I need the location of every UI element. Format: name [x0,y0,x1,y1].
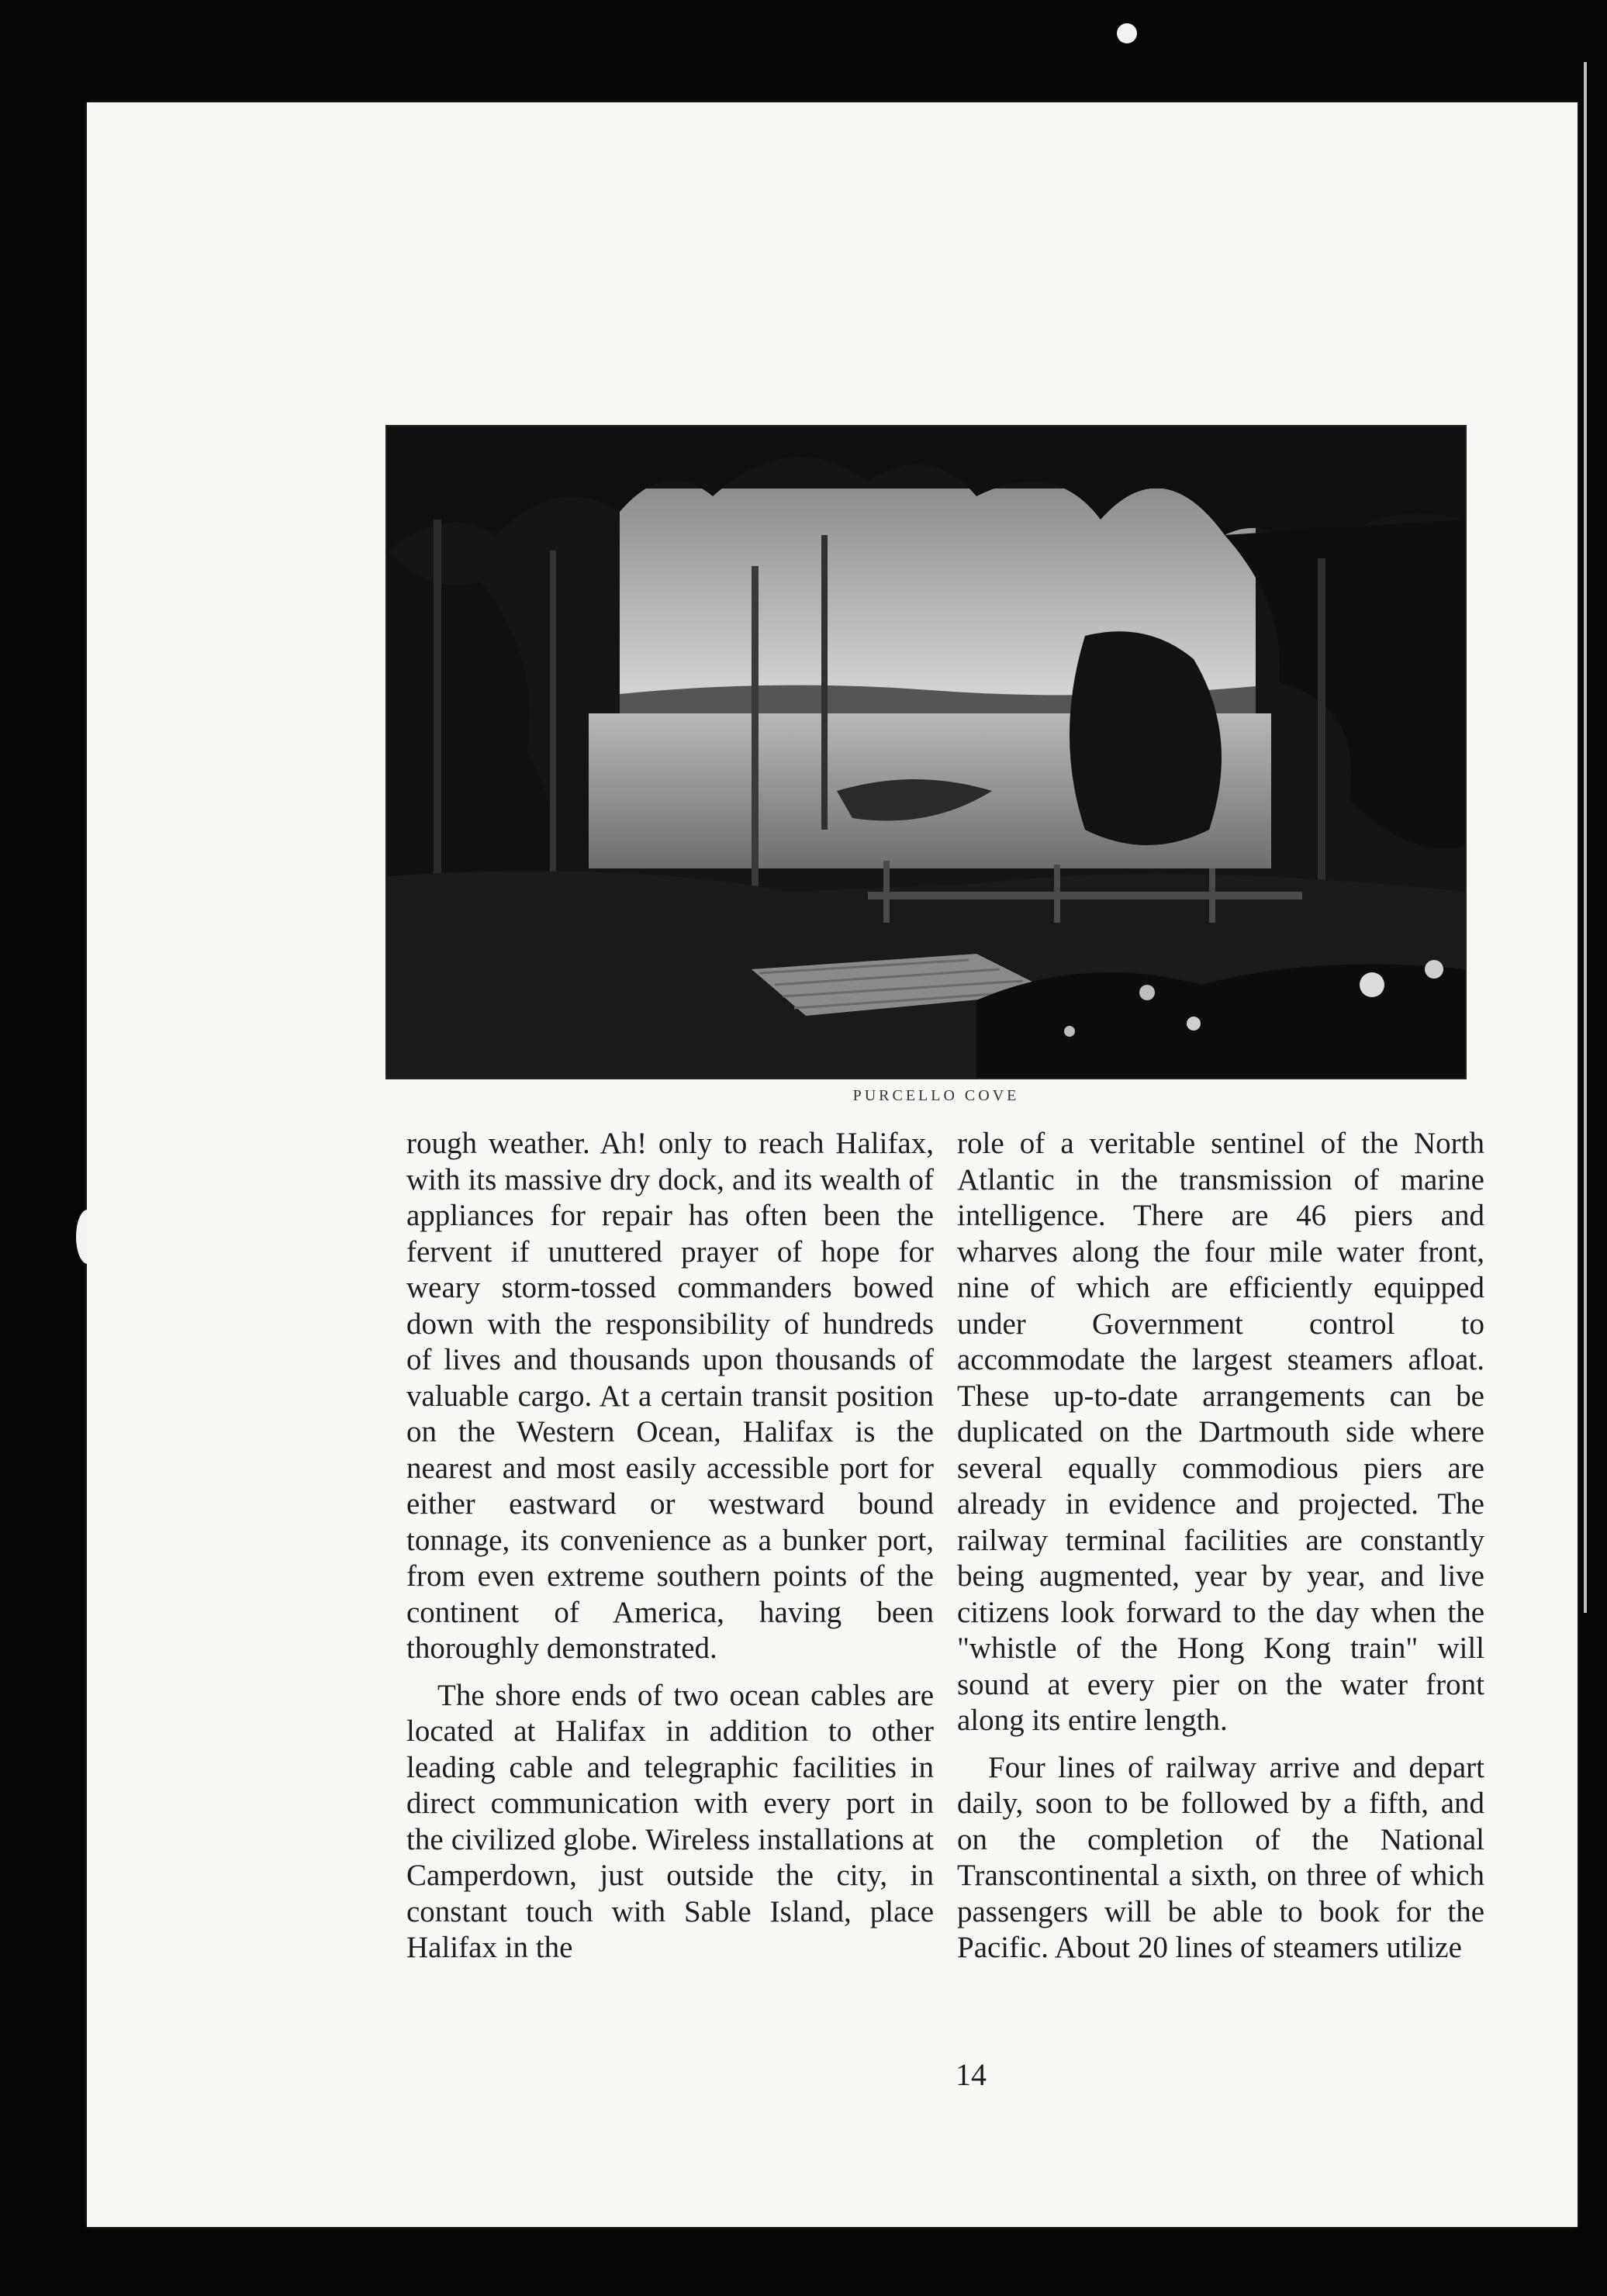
book-page [87,102,1578,2227]
text-column-left [406,1126,934,1966]
text-column-right [957,1126,1484,1966]
paragraph: rough weather. Ah! only to reach Halifax, with its massive dry dock, and its wealth of appliances for repair has often been the fervent if unuttered prayer of hope for weary storm-tossed commanders bowed down with the responsibility of hundreds of lives and thousands upon thousands of valuable cargo. At a certain transit position on the Western Ocean, Halifax is the nearest and most easily accessible port for either eastward or westward bound tonnage, its convenience as a bunker port, from even extreme southern points of the continent of America, having been thoroughly demonstrated. [406,1127,934,1665]
paragraph: The shore ends of two ocean cables are located at Halifax in addition to other leading cable and telegraphic facilities in direct communication with every port in the civilized globe. Wireless installations at Camperdown, just outside the city, in constant touch with Sable Island, place Halifax in the [406,1678,934,1964]
photo-caption: PURCELLO COVE [852,1087,1020,1104]
dust-speck [1117,23,1137,43]
cove-photograph-drawing [387,426,1465,1078]
paragraph: Four lines of railway arrive and depart daily, soon to be followed by a fifth, and on the completion of the National Transcontinental a sixth, on three of which passengers will be able to book for the Pacific. About 20 lines of steamers utilize [957,1750,1484,1964]
page-number: 14 [956,2057,987,2092]
page-spine [1584,62,1587,1613]
paragraph: role of a veritable sentinel of the North Atlantic in the transmission of marine intelligence. There are 46 piers and wharves along the four mile water front, nine of which are efficiently equipped under Government control to accommodate the largest steamers afloat. These up-to-date arrangements can be duplicated on the Dartmouth side where several equally commodious piers are already in evidence and projected. The railway terminal facilities are constantly being augmented, year by year, and live citizens look forward to the day when the "whistle of the Hong Kong train" will sound at every pier on the water front along its entire length. [957,1127,1484,1737]
cove-photograph [385,425,1467,1079]
